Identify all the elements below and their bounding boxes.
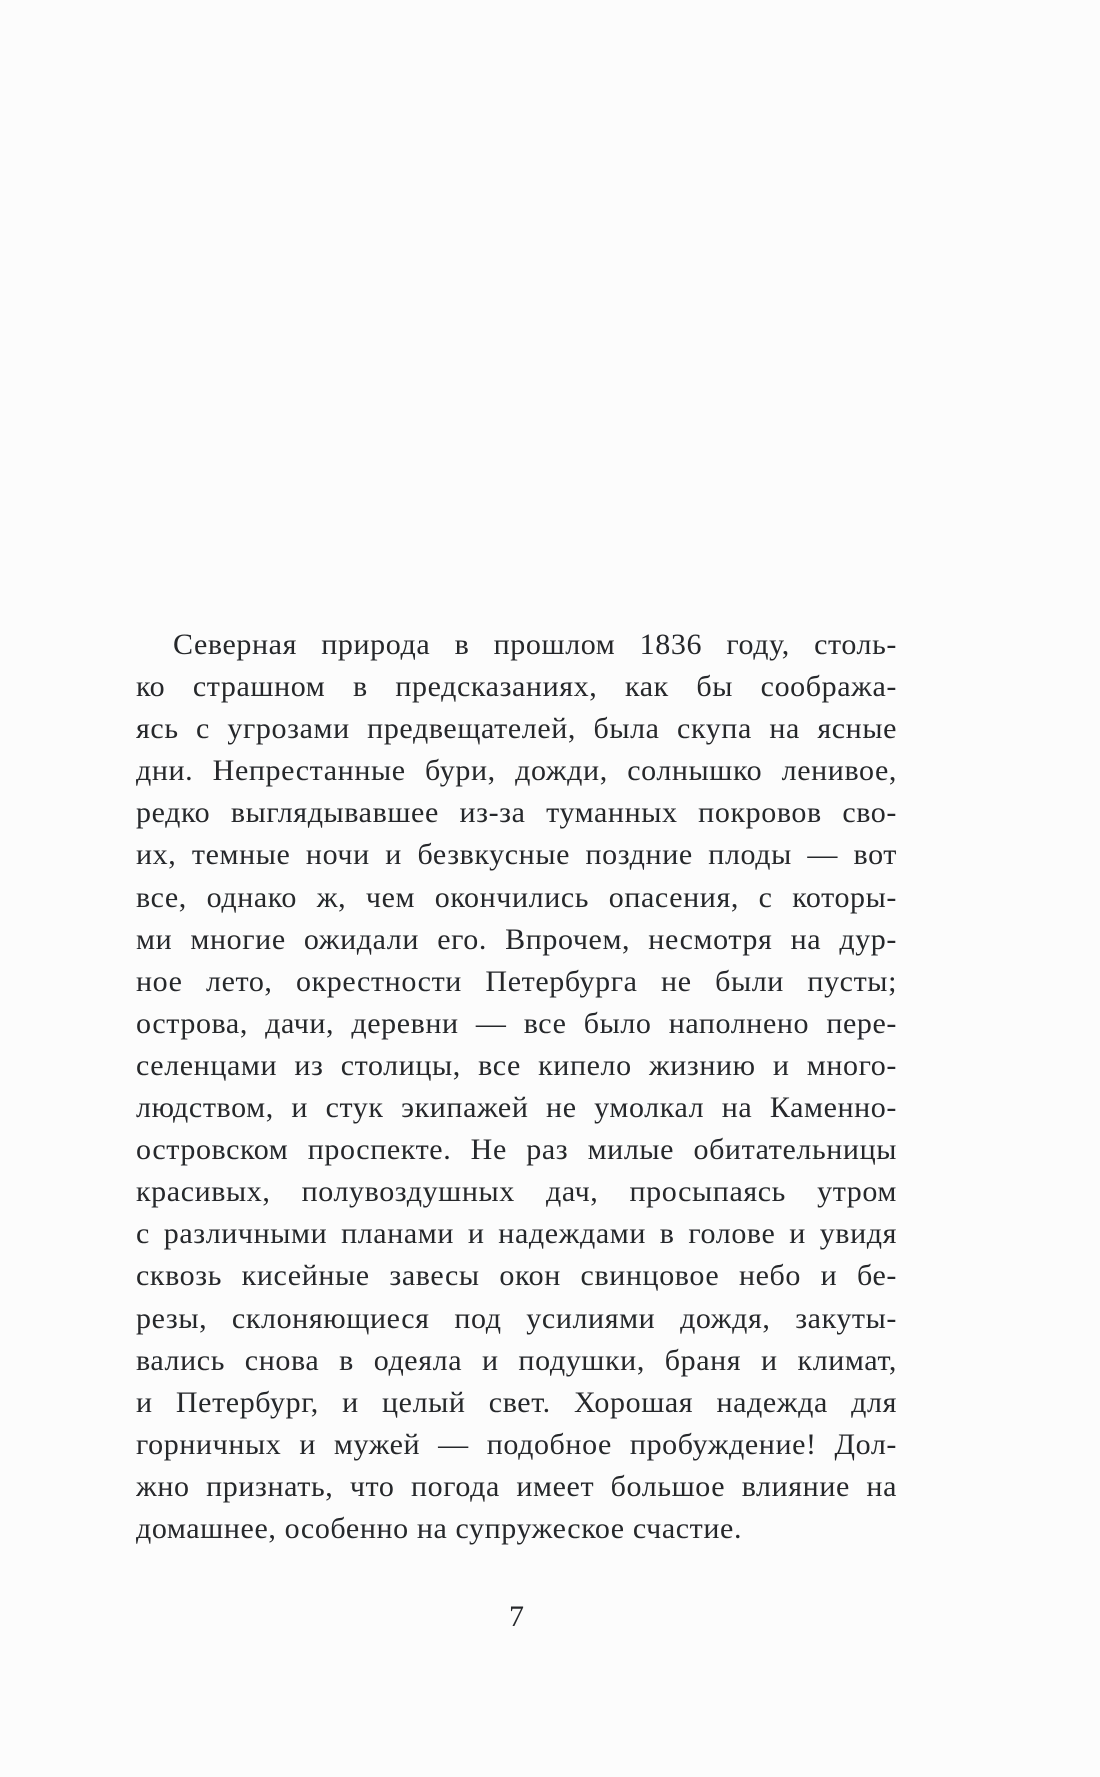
text-line: ное лето, окрестности Петербурга не были пусты; [136, 964, 897, 998]
text-line: сквозь кисейные завесы окон свинцовое небо и бе- [136, 1259, 897, 1293]
text-line: людством, и стук экипажей не умолкал на Каменно- [136, 1091, 897, 1125]
text-line: вались снова в одеяла и подушки, браня и климат, [136, 1343, 897, 1377]
text-line: ясь с угрозами предвещателей, была скупа на ясные [136, 712, 897, 746]
text-line: ми многие ожидали его. Впрочем, несмотря на дур- [136, 922, 897, 956]
text-line: красивых, полувоздушных дач, просыпаясь утром [136, 1175, 897, 1209]
text-line: дни. Непрестанные бури, дожди, солнышко ленивое, [136, 754, 897, 788]
text-line: Северная природа в прошлом 1836 году, столь- [173, 628, 897, 661]
text-line: резы, склоняющиеся под усилиями дождя, закуты- [136, 1301, 897, 1335]
text-line: селенцами из столицы, все кипело жизнию и много- [136, 1048, 897, 1082]
text-line: острова, дачи, деревни — все было наполнено пере- [136, 1006, 897, 1040]
text-line: редко выглядывавшее из-за туманных покровов сво- [136, 796, 897, 830]
text-line: островском проспекте. Не раз милые обитательницы [136, 1133, 897, 1167]
text-line: с различными планами и надеждами в голове и увидя [136, 1217, 897, 1251]
page-number: 7 [509, 1600, 524, 1633]
text-line: жно признать, что погода имеет большое влияние на [136, 1469, 897, 1503]
text-line: домашнее, особенно на супружеское счастие. [136, 1511, 743, 1545]
text-line: и Петербург, и целый свет. Хорошая надежда для [136, 1385, 897, 1419]
text-line: их, темные ночи и безвкусные поздние плоды — вот [136, 838, 897, 872]
paragraph-block [136, 624, 897, 1550]
text-line: горничных и мужей — подобное пробуждение! Дол- [136, 1427, 897, 1461]
text-line: ко страшном в предсказаниях, как бы сообража- [136, 670, 897, 704]
text-line: все, однако ж, чем окончились опасения, с которы- [136, 880, 897, 914]
